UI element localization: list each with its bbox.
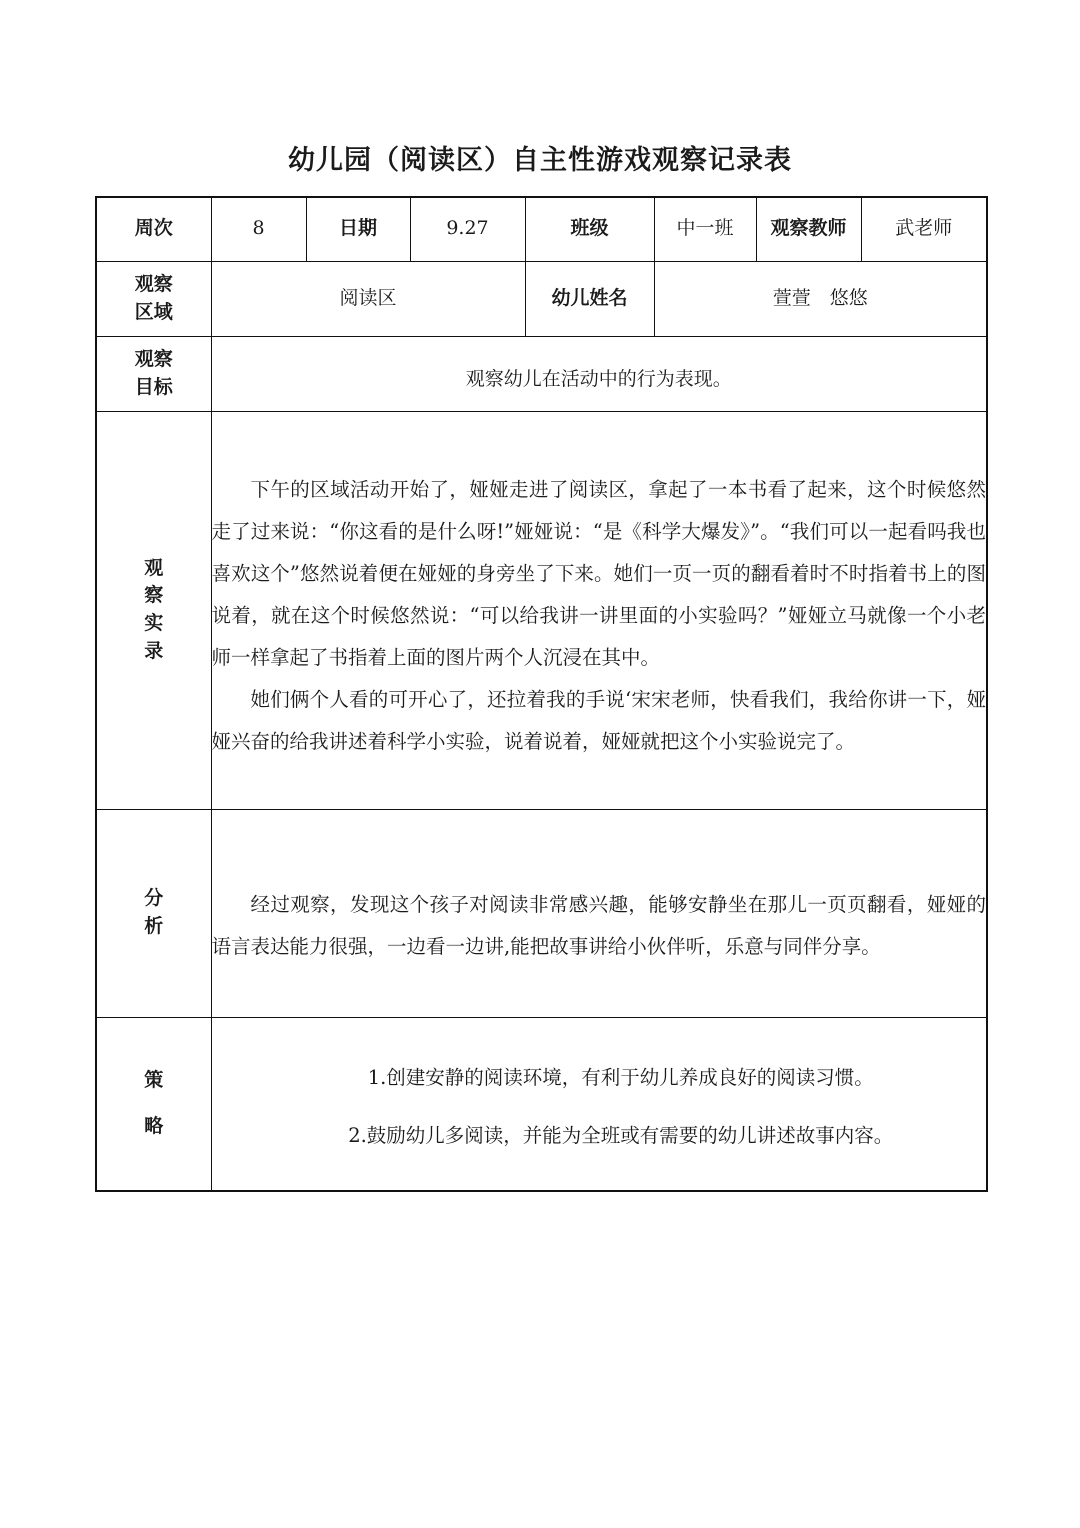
record-paragraph-2: 她们俩个人看的可开心了，还拉着我的手说‘宋宋老师，快看我们，我给你讲一下，娅娅兴奋的给我讲述着科学小实验，说着说着，娅娅就把这个小实验说完了。 bbox=[211, 688, 986, 753]
week-value: 8 bbox=[211, 197, 306, 261]
record-paragraph-1: 下午的区域活动开始了，娅娅走进了阅读区，拿起了一本书看了起来，这个时候悠然走了过来说：“你这看的是什么呀!”娅娅说：“是《科学大爆发》”。“我们可以一起看吗我也喜欢这个”悠然说着便在娅娅的身旁坐了下来。她们一页一页的翻看着时不时指着书上的图说着，就在这个时候悠然说：“可以给我讲一讲里面的小实验吗？”娅娅立马就像一个小老师一样拿起了书指着上面的图片两个人沉浸在其中。 bbox=[211, 478, 986, 669]
child-name-label: 幼儿姓名 bbox=[525, 261, 654, 336]
table-row-strategy bbox=[96, 1017, 987, 1191]
area-label-line-1: 观察 bbox=[134, 272, 173, 295]
table-row-goal bbox=[96, 336, 987, 411]
record-label bbox=[96, 411, 211, 809]
date-label: 日期 bbox=[306, 197, 410, 261]
strategy-content bbox=[211, 1017, 987, 1191]
record-label-char-3: 实 bbox=[144, 612, 164, 634]
goal-text: 观察幼儿在活动中的行为表现。 bbox=[465, 367, 732, 390]
date-value: 9.27 bbox=[410, 197, 525, 261]
goal-label-line-1: 观察 bbox=[134, 347, 173, 370]
strategy-item-1: 1.创建安静的阅读环境，有利于幼儿养成良好的阅读习惯。 bbox=[367, 1065, 874, 1089]
area-label-line-2: 区域 bbox=[134, 300, 173, 323]
record-content bbox=[211, 411, 987, 809]
analysis-paragraph: 经过观察，发现这个孩子对阅读非常感兴趣，能够安静坐在那儿一页页翻看，娅娅的语言表达能力很强，一边看一边讲,能把故事讲给小伙伴听，乐意与同伴分享。 bbox=[211, 893, 986, 958]
table-row-header-info bbox=[96, 197, 987, 261]
observation-record-table bbox=[95, 196, 988, 1192]
table-row-record bbox=[96, 411, 987, 809]
class-value: 中一班 bbox=[654, 197, 756, 261]
goal-label bbox=[96, 336, 211, 411]
table-row-area bbox=[96, 261, 987, 336]
class-label: 班级 bbox=[525, 197, 654, 261]
strategy-label-char-2: 略 bbox=[144, 1114, 164, 1137]
week-label: 周次 bbox=[96, 197, 211, 261]
strategy-label bbox=[96, 1017, 211, 1191]
strategy-item-2: 2.鼓励幼儿多阅读，并能为全班或有需要的幼儿讲述故事内容。 bbox=[348, 1123, 894, 1147]
teacher-value: 武老师 bbox=[861, 197, 987, 261]
analysis-label-char-2: 析 bbox=[144, 915, 164, 937]
record-label-char-2: 察 bbox=[144, 584, 164, 607]
teacher-label: 观察教师 bbox=[756, 197, 861, 261]
record-label-char-1: 观 bbox=[144, 556, 164, 579]
goal-label-line-2: 目标 bbox=[134, 375, 173, 398]
analysis-label bbox=[96, 809, 211, 1017]
analysis-content bbox=[211, 809, 987, 1017]
analysis-label-char-1: 分 bbox=[144, 887, 164, 910]
page-title: 幼儿园（阅读区）自主性游戏观察记录表 bbox=[288, 145, 792, 176]
goal-value bbox=[211, 336, 987, 411]
area-value: 阅读区 bbox=[211, 261, 525, 336]
area-label bbox=[96, 261, 211, 336]
record-label-char-4: 录 bbox=[144, 639, 164, 662]
table-row-analysis bbox=[96, 809, 987, 1017]
child-name-value: 萱萱 悠悠 bbox=[654, 261, 987, 336]
strategy-label-char-1: 策 bbox=[144, 1069, 164, 1092]
